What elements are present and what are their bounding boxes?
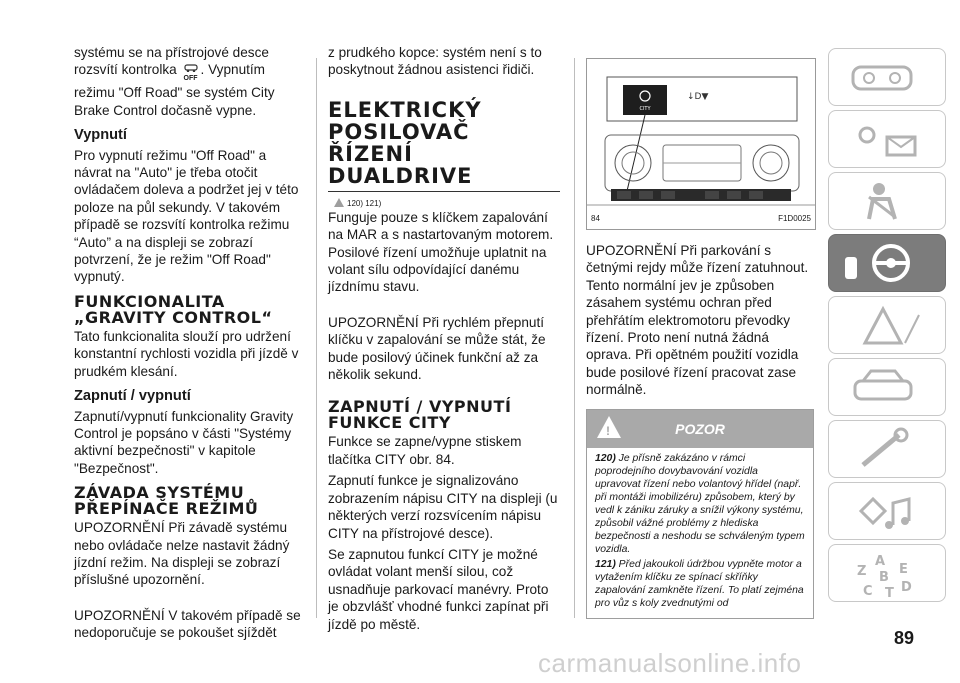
svg-text:CITY: CITY bbox=[639, 106, 651, 112]
column-left bbox=[74, 44, 306, 646]
pozor-title: POZOR bbox=[675, 420, 725, 437]
watermark: carmanualsonline.info bbox=[538, 648, 802, 678]
dashboard-illustration bbox=[587, 59, 815, 229]
paragraph-upozorneni: UPOZORNĚNÍ V takovém případě se nedoporučuje se pokoušet sjíždět bbox=[74, 607, 301, 641]
pozor-warning-box bbox=[586, 409, 814, 619]
heading-funkce-city: ZAPNUTÍ / VYPNUTÍ FUNKCE CITY bbox=[328, 397, 512, 433]
column-middle bbox=[328, 44, 560, 637]
svg-text:E: E bbox=[899, 562, 908, 577]
key-steering-wheel-icon bbox=[839, 241, 935, 285]
heading-zavada: ZÁVADA SYSTÉMU PŘEPÍNAČE REŽIMŮ bbox=[74, 483, 259, 519]
pozor-header: ! POZOR bbox=[587, 410, 813, 448]
warning-references: 120) 121) bbox=[334, 198, 560, 209]
column-right bbox=[586, 58, 814, 619]
paragraph-zavada: UPOZORNĚNÍ Při závadě systému nebo ovládače nelze nastavit žádný jízdní režim. Na displeji se zobrazí příslušné upozornění. bbox=[74, 520, 290, 588]
chapter-tab-index[interactable] bbox=[828, 544, 946, 602]
paragraph-city-usage: Se zapnutou funkcí CITY je možné ovládat volant menší silou, což usnadňuje parkovací manévry. Proto je obzvlášť vhodné funkci zapínat při jízdě po městě. bbox=[328, 546, 549, 632]
figure-number: 84 bbox=[591, 213, 600, 223]
warning-triangle-icon bbox=[334, 198, 344, 207]
paragraph-continued: z prudkého kopce: systém není s to poskytnout žádnou asistenci řidiči. bbox=[328, 45, 542, 78]
svg-text:T: T bbox=[885, 586, 894, 599]
figure-84-dashboard bbox=[586, 58, 816, 230]
paragraph-parking: UPOZORNĚNÍ Při parkování s četnými rejdy může řízení zatuhnout. Tento normální jev je způsoben zásahem systému ochran před přehřátím elektromotoru převodky řízení. Proto není nutná žádná oprava. Při opětném použití vozidla bude posilové řízení pracovat zase normálně. bbox=[586, 243, 809, 398]
chapter-tab-safety[interactable] bbox=[828, 172, 946, 230]
chapter-tab-multimedia[interactable] bbox=[828, 482, 946, 540]
page-number: 89 bbox=[894, 628, 915, 648]
lights-mail-icon bbox=[839, 117, 935, 161]
paragraph-city-button: Funkce se zapne/vypne stiskem tlačítka CITY obr. 84. bbox=[328, 434, 522, 467]
chapter-tab-service[interactable] bbox=[828, 358, 946, 416]
paragraph-zapnuti: Zapnutí/vypnutí funkcionality Gravity Control je popsáno v části "Systémy aktivní bezpečnosti" v kapitole "Bezpečnost". bbox=[74, 408, 294, 476]
column-divider bbox=[316, 58, 317, 618]
seatbelt-airbag-icon bbox=[839, 179, 935, 223]
svg-text:↓D▼: ↓D▼ bbox=[687, 92, 709, 102]
heading-gravity-control: FUNKCIONALITA „GRAVITY CONTROL“ bbox=[74, 291, 273, 327]
heading-vypnuti: Vypnutí bbox=[74, 127, 127, 144]
car-dashboard-icon bbox=[839, 55, 935, 99]
paragraph-upozorneni-klicek: UPOZORNĚNÍ Při rychlém přepnutí klíčku v zapalování se může stát, že bude posilový účinek funkční až za několik sekund. bbox=[328, 314, 546, 383]
svg-text:D: D bbox=[901, 580, 912, 595]
pozor-note-121: 121) Před jakoukoli údržbou vypněte motor a vytažením klíčku ze spínací skříňky zapalování zamkněte řízení. To platí zejména pro vůz s koly zvednutými od bbox=[595, 558, 804, 609]
warning-road-icon bbox=[839, 303, 935, 347]
chapter-tab-emergency[interactable] bbox=[828, 296, 946, 354]
paragraph-gravity: Tato funkcionalita slouží pro udržení konstantní rychlosti vozidla při jízdě v prudkém klesání. bbox=[74, 328, 299, 379]
tools-icon bbox=[839, 427, 935, 471]
heading-zapnuti-vypnuti: Zapnutí / vypnutí bbox=[74, 388, 191, 405]
heading-dualdrive: ELEKTRICKÝ POSILOVAČ ŘÍZENÍ DUALDRIVE bbox=[328, 99, 560, 192]
pozor-note-120: 120) Je přísně zakázáno v rámci poprodejního dovybavování vozidla upravovat řízení nebo volantový hřídel (např. při montáži imobilizéru) způsobem, který by vedl k zániku záruky a snížil výkony systému, způsobil vážné problémy z hlediska bezpečnosti a neshodu se schváleným typem vozidla. bbox=[595, 452, 805, 555]
car-service-icon bbox=[839, 365, 935, 409]
chapter-tab-dashboard[interactable] bbox=[828, 48, 946, 106]
figure-code: F1D0025 bbox=[778, 213, 811, 223]
paragraph-dualdrive: Funguje pouze s klíčkem zapalování na MAR a s nastartovaným motorem. Posilové řízení umožňuje uplatnit na volant sílu odpovídající danému jízdnímu stavu. bbox=[328, 209, 554, 295]
index-letters-icon bbox=[839, 551, 935, 599]
multimedia-icon bbox=[839, 489, 935, 533]
svg-text:Z: Z bbox=[857, 564, 867, 579]
paragraph-city-display: Zapnutí funkce je signalizováno zobrazením nápisu CITY na displeji (u některých verzí rozsvícením nápisu CITY na přístrojové desce). bbox=[328, 473, 558, 541]
column-divider bbox=[574, 58, 575, 618]
svg-text:A: A bbox=[875, 554, 886, 569]
svg-text:B: B bbox=[879, 570, 889, 585]
offroad-warning-icon: OFF bbox=[181, 62, 201, 84]
pozor-body bbox=[587, 448, 813, 618]
paragraph-offroad-indicator: systému se na přístrojové desce rozsvítí kontrolka OFF . Vypnutím režimu "Off Road" se systém City Brake Control dočasně vypne. bbox=[74, 45, 275, 118]
paragraph-vypnuti: Pro vypnutí režimu "Off Road" a návrat na "Auto" je třeba otočit ovládačem doleva a podržet jej v této poloze na půl sekundy. V takovém případě se rozsvítí kontrolka režimu “Auto” a na displeji se zobrazí potvrzení, že je režim "Off Road" vypnutý. bbox=[74, 147, 299, 285]
chapter-tab-lights[interactable] bbox=[828, 110, 946, 168]
chapter-tab-technical[interactable] bbox=[828, 420, 946, 478]
chapter-tab-starting-driving[interactable] bbox=[828, 234, 946, 292]
svg-text:C: C bbox=[863, 584, 873, 599]
